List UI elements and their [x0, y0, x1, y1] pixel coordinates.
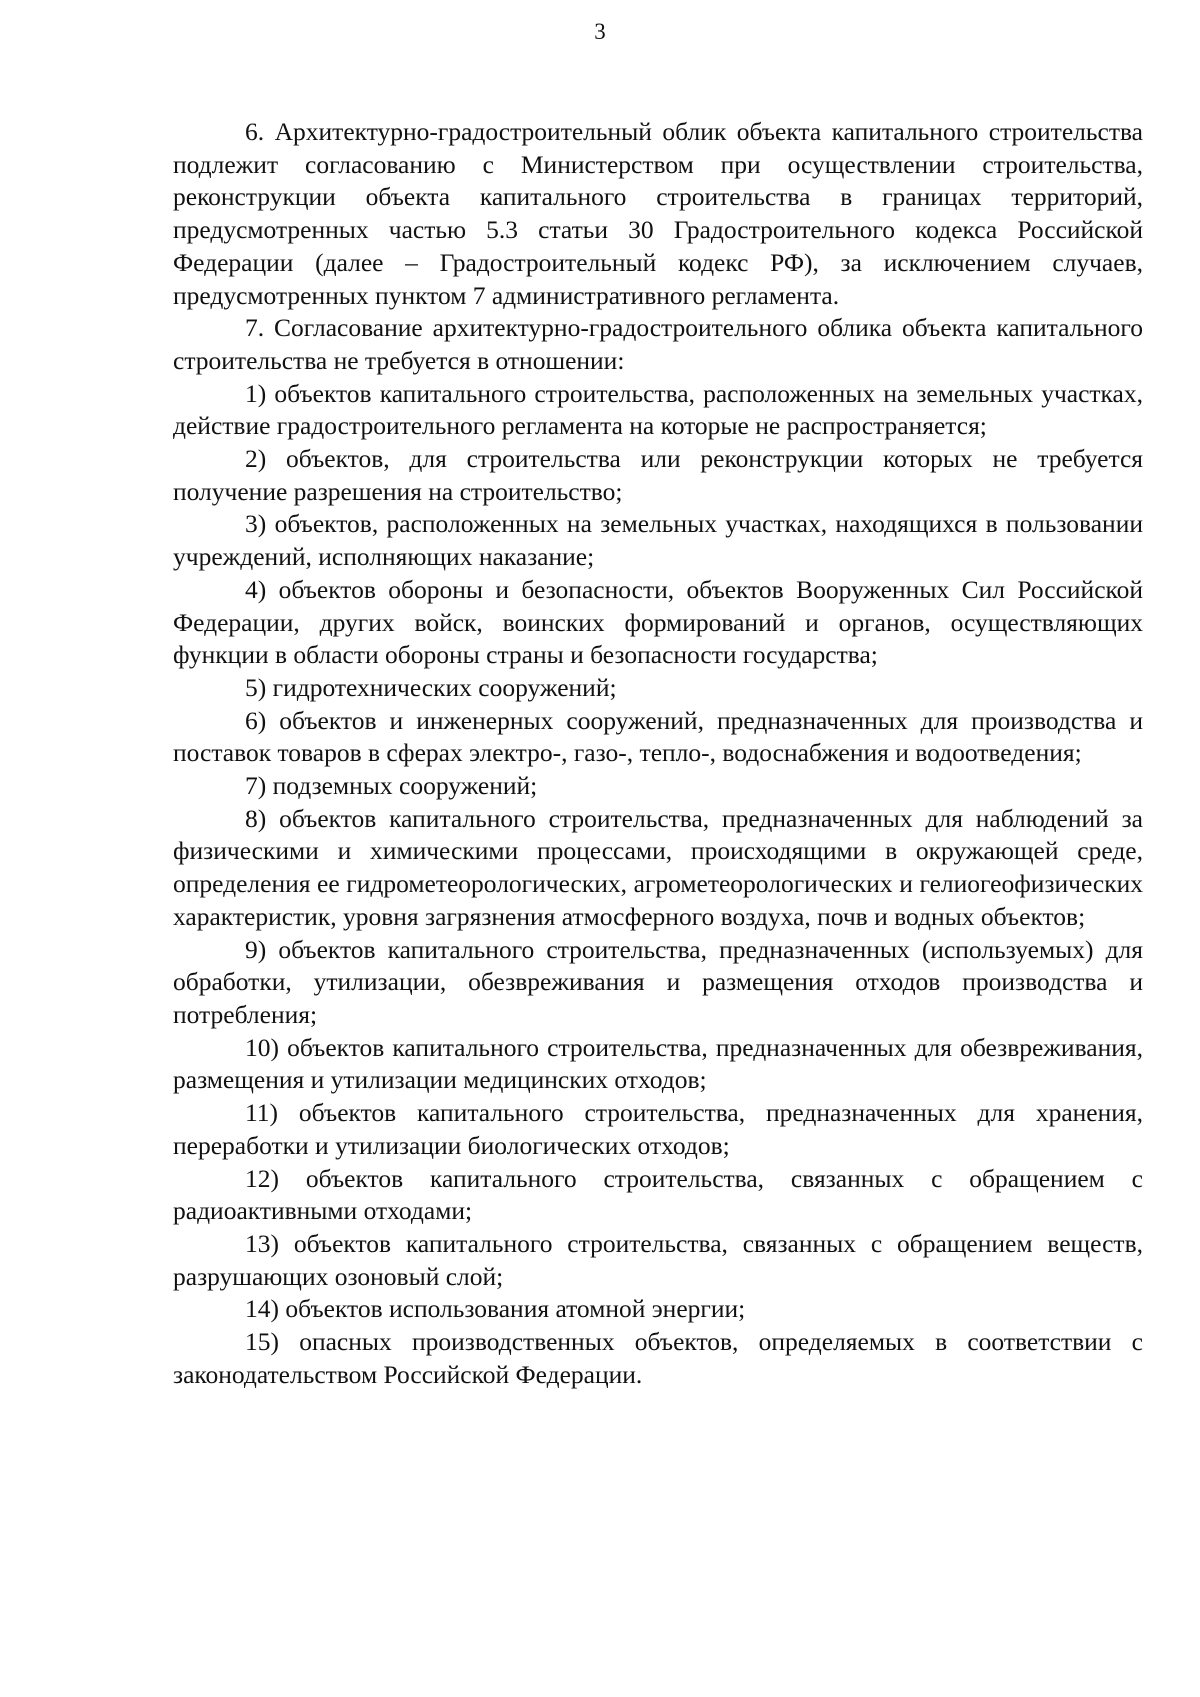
list-item-4: 4) объектов обороны и безопасности, объектов Вооруженных Сил Российской Федерации, других войск, воинских формирований и органов, осуществляющих функции в области обороны страны и безопасности государства;	[173, 574, 1143, 670]
document-body	[173, 116, 1143, 1391]
paragraph-item-6: 6. Архитектурно-градостроительный облик объекта капитального строительства подлежит согласованию с Министерством при осуществлении строительства, реконструкции объекта капитального строительства в границах территорий, предусмотренных частью 5.3 статьи 30 Градостроительного кодекса Российской Федерации (далее – Градостроительный кодекс РФ), за исключением случаев, предусмотренных пунктом 7 административного регламента.	[173, 117, 1143, 310]
list-item-3: 3) объектов, расположенных на земельных участках, находящихся в пользовании учреждений, исполняющих наказание;	[173, 509, 1143, 572]
list-item-2: 2) объектов, для строительства или реконструкции которых не требуется получение разрешения на строительство;	[173, 444, 1143, 506]
list-item-15: 15) опасных производственных объектов, определяемых в соответствии с законодательством Российской Федерации.	[173, 1327, 1143, 1389]
page-number: 3	[594, 19, 606, 44]
paragraph-item-7: 7. Согласование архитектурно-градостроительного облика объекта капитального строительства не требуется в отношении:	[173, 313, 1143, 375]
list-item-12: 12) объектов капитального строительства, связанных с обращением с радиоактивными отходами;	[173, 1163, 1143, 1226]
list-item-14: 14) объектов использования атомной энергии;	[245, 1294, 746, 1324]
list-item-7: 7) подземных сооружений;	[245, 771, 538, 801]
list-item-1: 1) объектов капитального строительства, расположенных на земельных участках, действие градостроительного регламента на которые не распространяется;	[173, 378, 1143, 441]
list-item-5: 5) гидротехнических сооружений;	[245, 672, 617, 702]
list-item-6: 6) объектов и инженерных сооружений, предназначенных для производства и поставок товаров в сферах электро-, газо-, тепло-, водоснабжения и водоотведения;	[173, 705, 1143, 768]
list-item-10: 10) объектов капитального строительства, предназначенных для обезвреживания, размещения и утилизации медицинских отходов;	[173, 1032, 1143, 1095]
list-item-8: 8) объектов капитального строительства, предназначенных для наблюдений за физическими и химическими процессами, происходящими в окружающей среде, определения ее гидрометеорологических, агрометеорологических и гелиогеофизических характеристик, уровня загрязнения атмосферного воздуха, почв и водных объектов;	[173, 803, 1143, 931]
list-item-11: 11) объектов капитального строительства, предназначенных для хранения, переработки и утилизации биологических отходов;	[173, 1098, 1143, 1160]
list-item-9: 9) объектов капитального строительства, предназначенных (используемых) для обработки, утилизации, обезвреживания и размещения отходов производства и потребления;	[173, 934, 1143, 1029]
list-item-13: 13) объектов капитального строительства, связанных с обращением веществ, разрушающих озоновый слой;	[173, 1228, 1143, 1291]
